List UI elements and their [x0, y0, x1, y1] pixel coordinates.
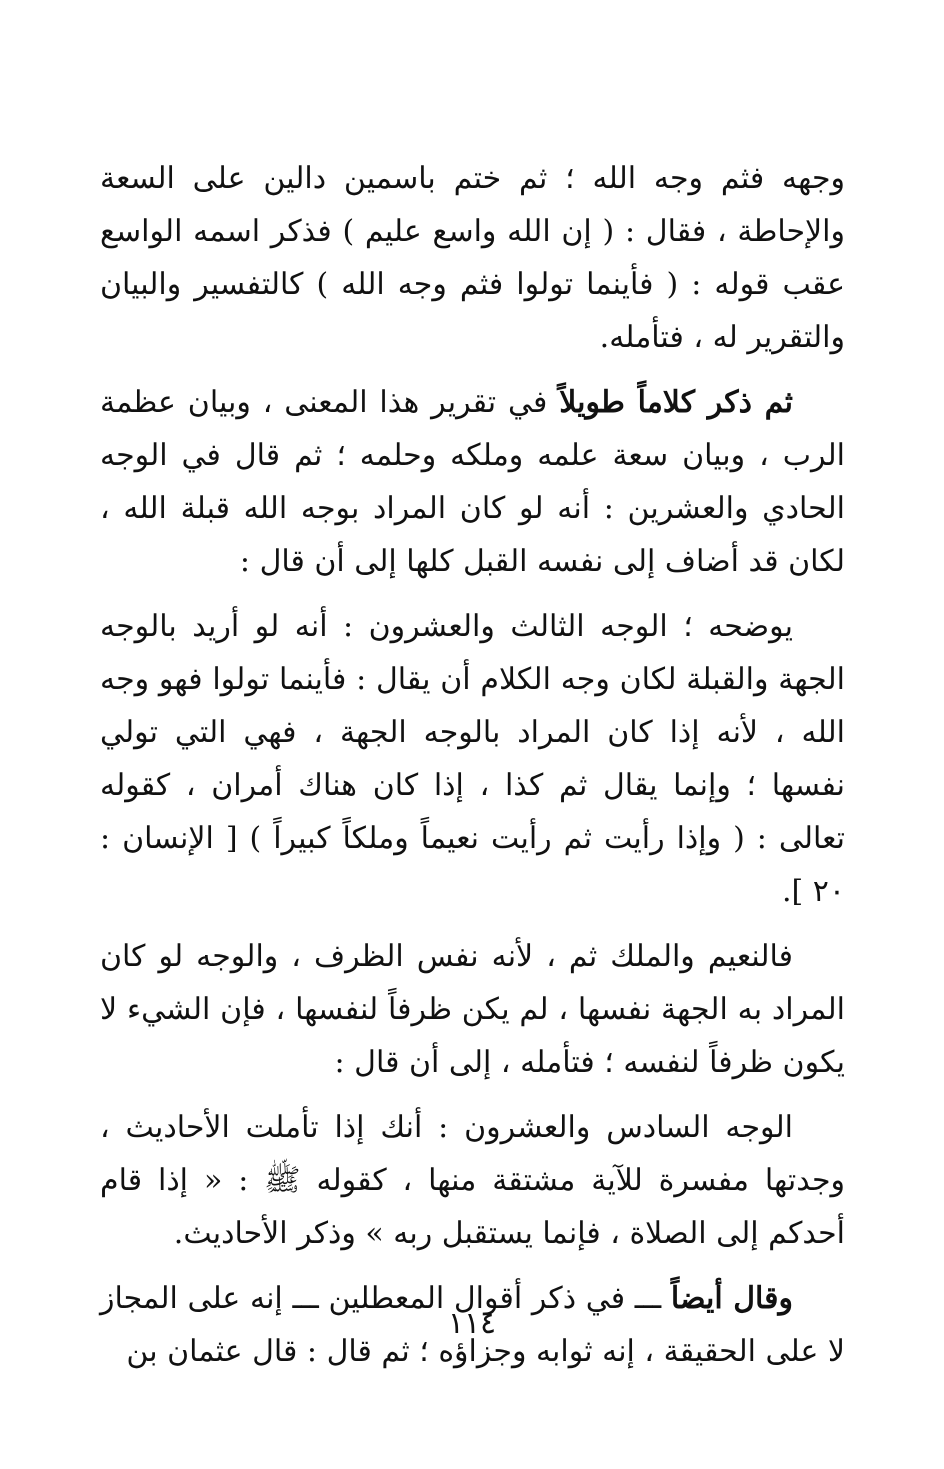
paragraph-3 — [100, 600, 845, 918]
document-page — [100, 152, 845, 1390]
page-number: ١١٤ — [447, 1306, 497, 1341]
paragraph-6-text: ـــ في ذكر أقوال المعطلين ـــ إنه على المجاز لا على الحقيقة ، إنه ثوابه وجزاؤه ؛ ثم قال : قال عثمان بن — [100, 1281, 845, 1369]
paragraph-2-text: في تقرير هذا المعنى ، وبيان عظمة الرب ، وبيان سعة علمه وملكه وحلمه ؛ ثم قال في الوجه الحادي والعشرين : أنه لو كان المراد بوجه الله قبلة الله ، لكان قد أضاف إلى نفسه القبل كلها إلى أن قال : — [100, 385, 845, 579]
paragraph-1-text: وجهه فثم وجه الله ؛ ثم ختم باسمين دالين على السعة والإحاطة ، فقال : ( إن الله واسع عليم ) فذكر اسمه الواسع عقب قوله : ( فأينما تولوا فثم وجه الله ) كالتفسير والبيان والتقرير له ، فتأمله. — [100, 161, 845, 355]
paragraph-2-lead: ثم ذكر كلاماً طويلاً — [559, 385, 793, 420]
paragraph-1 — [100, 152, 845, 364]
paragraph-6-lead: وقال أيضاً — [670, 1281, 794, 1316]
paragraph-3-text: يوضحه ؛ الوجه الثالث والعشرون : أنه لو أريد بالوجه الجهة والقبلة لكان وجه الكلام أن يقال : فأينما تولوا فهو وجه الله ، لأنه إذا كان المراد بالوجه الجهة ، فهي التي تولي نفسها ؛ وإنما يقال ثم كذا ، إذا كان هناك أمران ، كقوله تعالى : ( وإذا رأيت ثم رأيت نعيماً وملكاً كبيراً ) [ الإنسان : ٢٠ ]. — [100, 609, 845, 909]
paragraph-4 — [100, 930, 845, 1089]
paragraph-4-text: فالنعيم والملك ثم ، لأنه نفس الظرف ، والوجه لو كان المراد به الجهة نفسها ، لم يكن ظرفاً لنفسها ، فإن الشيء لا يكون ظرفاً لنفسه ؛ فتأمله ، إلى أن قال : — [100, 939, 845, 1080]
paragraph-5-text: الوجه السادس والعشرون : أنك إذا تأملت الأحاديث ، وجدتها مفسرة للآية مشتقة منها ، كقوله ﷺ : « إذا قام أحدكم إلى الصلاة ، فإنما يستقبل ربه » وذكر الأحاديث. — [100, 1110, 845, 1251]
paragraph-2 — [100, 376, 845, 588]
paragraph-5 — [100, 1101, 845, 1260]
